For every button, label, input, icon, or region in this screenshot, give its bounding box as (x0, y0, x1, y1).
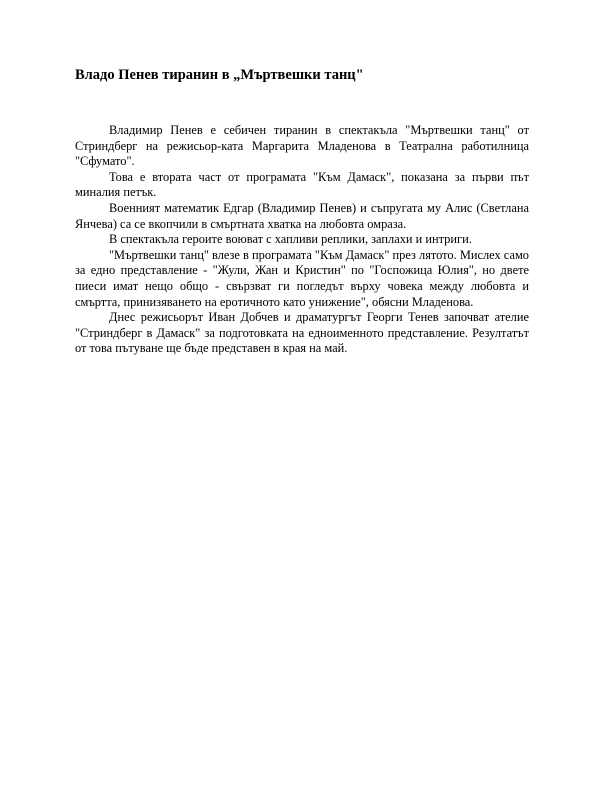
article-body (75, 123, 529, 357)
paragraph-4: В спектакъла героите воюват с хапливи реплики, заплахи и интриги. (109, 232, 472, 247)
paragraph-2: Това е втората част от програмата "Към Дамаск", показана за първи път миналия петък. (75, 169, 529, 200)
paragraph-1: Владимир Пенев е себичен тиранин в спектакъла "Мъртвешки танц" от Стриндберг на режисьор-ката Маргарита Младенова в Театрална работилница "Сфумато". (75, 123, 529, 169)
paragraph-3: Военният математик Едгар (Владимир Пенев) и съпругата му Алис (Светлана Янчева) са се вкопчили в смъртната хватка на любовта омраза. (75, 200, 529, 231)
paragraph-5: "Мъртвешки танц" влезе в програмата "Към Дамаск" през лятото. Мислех само за едно представление - "Жули, Жан и Кристин" по "Госпожица Юлия", но двете пиеси имат нещо общо - свързват ги погледът върху човека между любовта и смъртта, принизяването на еротичното като унижение", обясни Младенова. (75, 247, 529, 309)
paragraph-6: Днес режисьорът Иван Добчев и драматургът Георги Тенев започват ателие "Стриндберг в Дамаск" за подготовката на едноименното представление. Резултатът от това пътуване ще бъде представен в края на май. (75, 310, 529, 356)
article-title: Владо Пенев тиранин в „Мъртвешки танц" (75, 67, 364, 83)
